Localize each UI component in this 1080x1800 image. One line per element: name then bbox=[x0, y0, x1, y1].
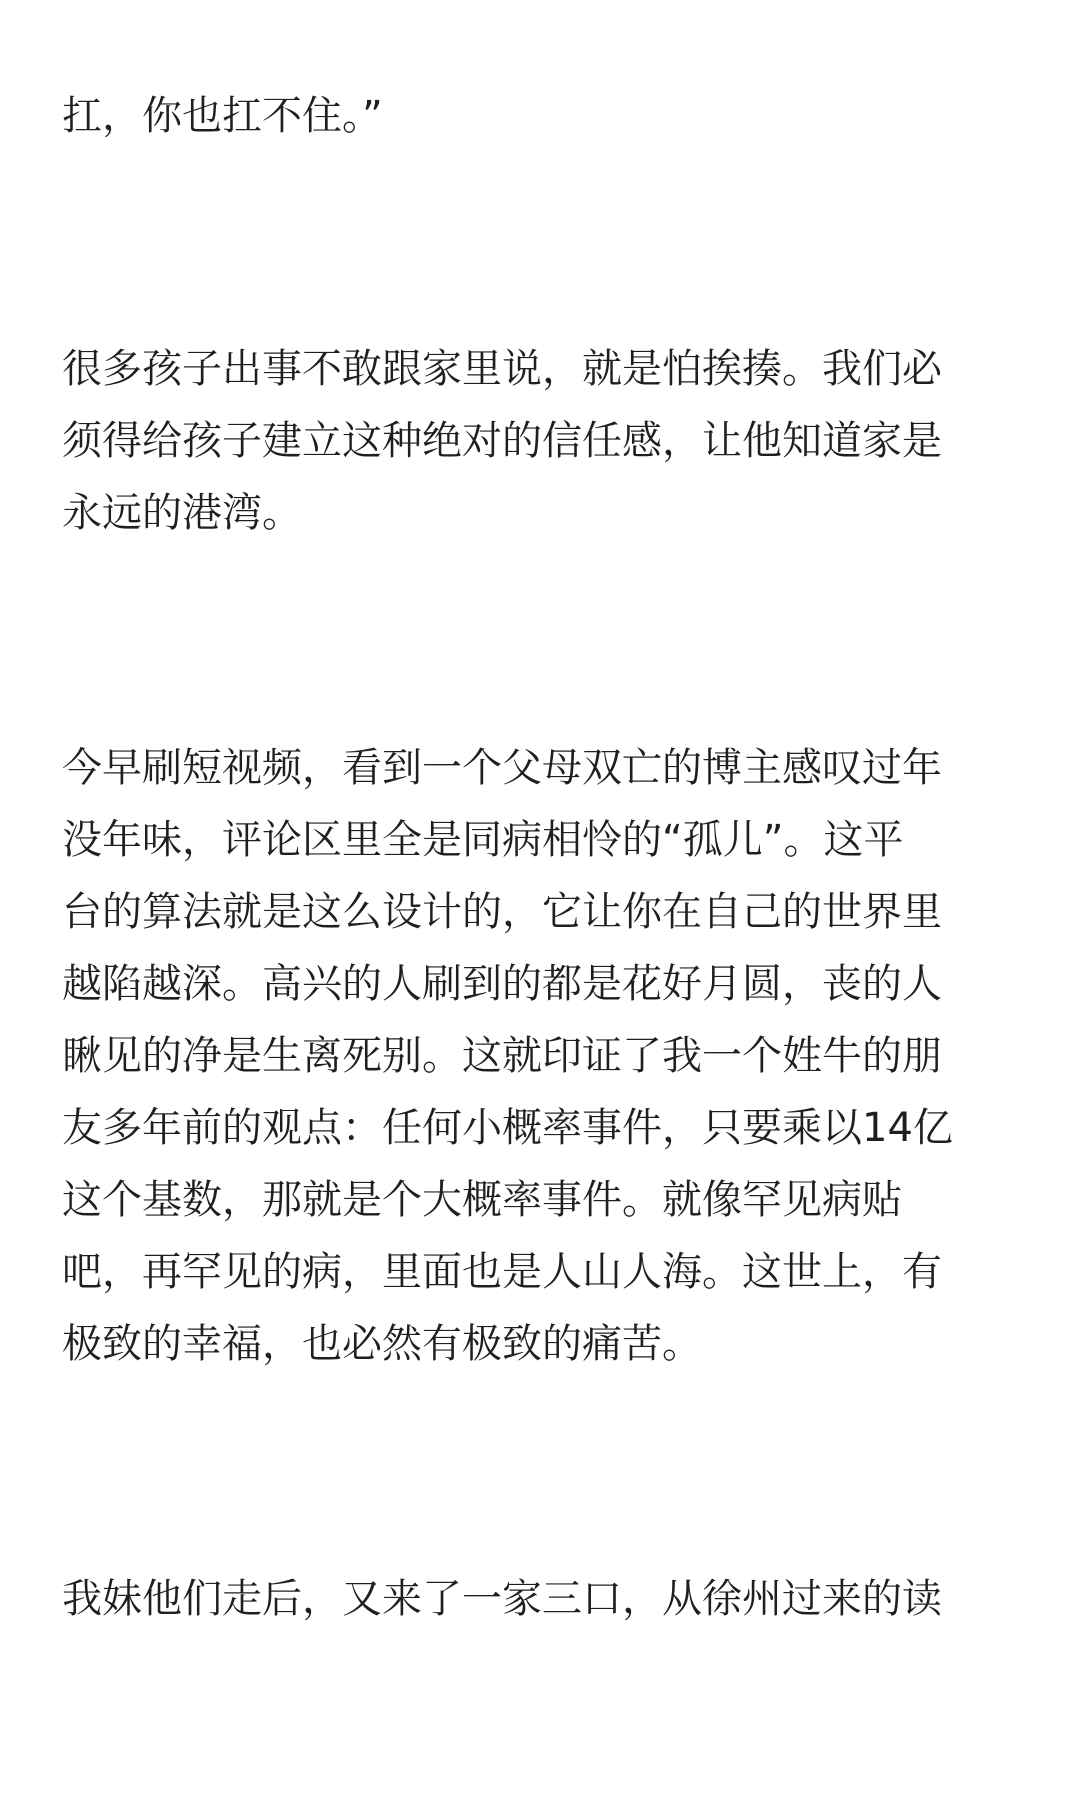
text-line: 没年味，评论区里全是同病相怜的“孤儿”。这平 bbox=[62, 817, 904, 863]
text-line: 吧，再罕见的病，里面也是人山人海。这世上，有 bbox=[62, 1249, 942, 1295]
text-line: 今早刷短视频，看到一个父母双亡的博主感叹过年 bbox=[62, 745, 942, 791]
text-line: 永远的港湾。 bbox=[62, 490, 302, 536]
text-line: 我妹他们走后，又来了一家三口，从徐州过来的读 bbox=[62, 1576, 942, 1622]
paragraph bbox=[62, 1563, 942, 1635]
text-line: 台的算法就是这么设计的，它让你在自己的世界里 bbox=[62, 889, 942, 935]
text-line: 须得给孩子建立这种绝对的信任感，让他知道家是 bbox=[62, 418, 942, 464]
text-line: 这个基数，那就是个大概率事件。就像罕见病贴 bbox=[62, 1177, 902, 1223]
paragraph bbox=[62, 80, 383, 152]
paragraph bbox=[62, 333, 942, 549]
text-line: 友多年前的观点：任何小概率事件，只要乘以14亿 bbox=[62, 1105, 953, 1151]
text-line: 越陷越深。高兴的人刷到的都是花好月圆，丧的人 bbox=[62, 961, 942, 1007]
text-line: 很多孩子出事不敢跟家里说，就是怕挨揍。我们必 bbox=[62, 346, 942, 392]
paragraph bbox=[62, 732, 953, 1380]
text-line: 瞅见的净是生离死别。这就印证了我一个姓牛的朋 bbox=[62, 1033, 942, 1079]
text-line: 扛，你也扛不住。” bbox=[62, 93, 383, 139]
text-line: 极致的幸福，也必然有极致的痛苦。 bbox=[62, 1321, 702, 1367]
